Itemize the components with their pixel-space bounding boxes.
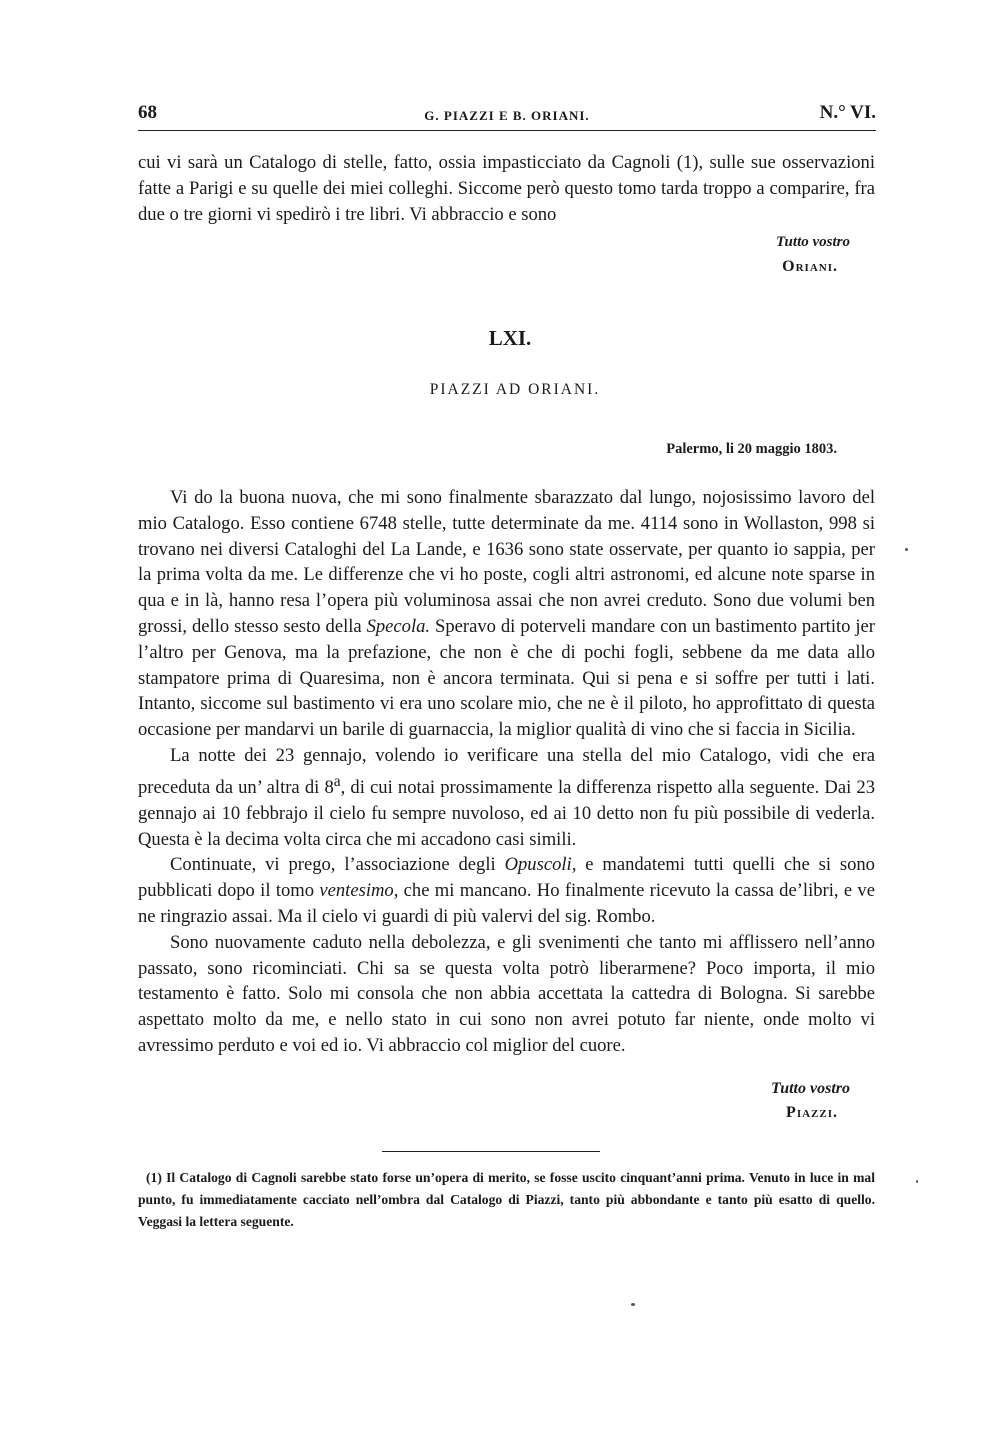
footnote-rule — [382, 1151, 600, 1152]
page-number: 68 — [138, 102, 157, 123]
signature-oriani: Oriani. — [782, 258, 838, 275]
text-run: Speravo di poterveli mandare con un bastimento partito jer l’altro per Genova, ma la prefazione, che non è che di pochi fogli, sebbene da me data allo stampatore prima di Quaresima, non è ancora terminata. Qui si pena e si soffre per tutti i lati. Intanto, siccome sul bastimento vi era uno scolare mio, che ne è il piloto, ho approfittato di questa occasione per mandarvi un barile di guarnaccia, la miglior qualità di vino che si faccia in Sicilia. — [138, 615, 875, 741]
italic-title-opuscoli: Opuscoli, — [504, 854, 577, 876]
letter-number: LXI. — [488, 326, 532, 350]
letter-paragraph-3 — [138, 852, 875, 929]
text-run: che mi mancano. Ho finalmente ricevuto la cassa de’libri, e ve ne ringrazio assai. Ma il cielo vi guardi di più valervi del sig. Rombo. — [138, 880, 875, 927]
italic-title-specola: Specola. — [366, 615, 431, 637]
page-header — [138, 102, 876, 128]
paragraph-text: cui vi sarà un Catalogo di stelle, fatto, ossia impasticciato da Cagnoli (1), sulle sue osservazioni fatte a Parigi e su quelle dei miei colleghi. Siccome però questo tomo tarda troppo a comparire, fra due o tre giorni vi spedirò i tre libri. Vi abbraccio e sono — [138, 152, 875, 225]
text-run: Vi do la buona nuova, che mi sono finalmente sbarazzato dal lungo, nojosissimo lavoro del mio Catalogo. Esso contiene 6748 stelle, tutte determinate da me. 4114 sono in Wollaston, 998 si trovano nei diversi Cataloghi del La Lande, e 1636 sono state osservate, per quanto io sappia, per la prima volta da me. Le differenze che vi ho poste, cogli altri astronomi, ed alcune note sparse in qua e in là, hanno resa l’opera più voluminosa assai che non avrei creduto. Sono due volumi ben grossi, dello stesso sesto della — [138, 487, 875, 637]
letter-paragraph-2 — [138, 743, 875, 852]
closing-salutation: Tutto vostro — [775, 234, 850, 250]
text-run: Continuate, vi prego, l’associazione degli — [170, 854, 505, 876]
text-run: , di cui notai prossimamente la differenza rispetto alla seguente. Dai 23 gennajo ai 10 febbrajo il cielo fu sempre nuvoloso, ed ai 10 detto non fu più possibile di vederla. Questa è la decima volta circa che mi accadono casi simili. — [138, 776, 876, 850]
running-title: G. PIAZZI E B. ORIANI. — [424, 108, 590, 123]
superscript: a — [333, 772, 341, 790]
ink-speck — [905, 548, 908, 551]
footnote-text: (1) Il Catalogo di Cagnoli sarebbe stato forse un’opera di merito, se fosse uscito cinquant’anni prima. Venuto in luce in mal punto, fu immediatamente cacciato nell’ombra dal Catalogo di Piazzi, tanto più abbondante e tanto più esatto di quello. Veggasi la lettera seguente. — [138, 1170, 875, 1229]
header-rule — [138, 130, 876, 131]
italic-word-ventesimo: ventesimo, — [319, 880, 399, 902]
footnote — [138, 1167, 875, 1233]
closing-salutation: Tutto vostro — [771, 1080, 850, 1097]
letter-heading: PIAZZI AD ORIANI. — [429, 381, 601, 398]
ink-speck — [916, 1180, 918, 1183]
text-run: e mandatemi tutti quelli che si sono pubblicati dopo il tomo — [138, 854, 875, 902]
section-number: N.° VI. — [819, 102, 876, 123]
letter-dateline: Palermo, li 20 maggio 1803. — [666, 441, 837, 457]
letter-paragraph-4: Sono nuovamente caduto nella debolezza, e gli svenimenti che tanto mi afflissero nell’anno passato, sono ricominciati. Chi sa se questa volta potrò liberarmene? Poco importa, il mio testamento è fatto. Solo mi consola che non abbia accettata la cattedra di Bologna. Si sarebbe aspettato molto da me, e nello stato in cui sono non avrei potuto far niente, onde molto vi avressimo perduto e voi ed io. Vi abbraccio col miglior del cuore. — [138, 931, 875, 1056]
signature-piazzi: Piazzi. — [786, 1104, 838, 1121]
text-run: La notte dei 23 gennajo, volendo io verificare una stella del mio Catalogo, vidi che era preceduta da un’ altra di 8 — [138, 744, 875, 798]
letter-paragraph-1 — [138, 485, 875, 743]
ink-speck — [631, 1303, 635, 1306]
letter-body — [138, 485, 875, 1059]
continued-paragraph — [138, 150, 875, 227]
